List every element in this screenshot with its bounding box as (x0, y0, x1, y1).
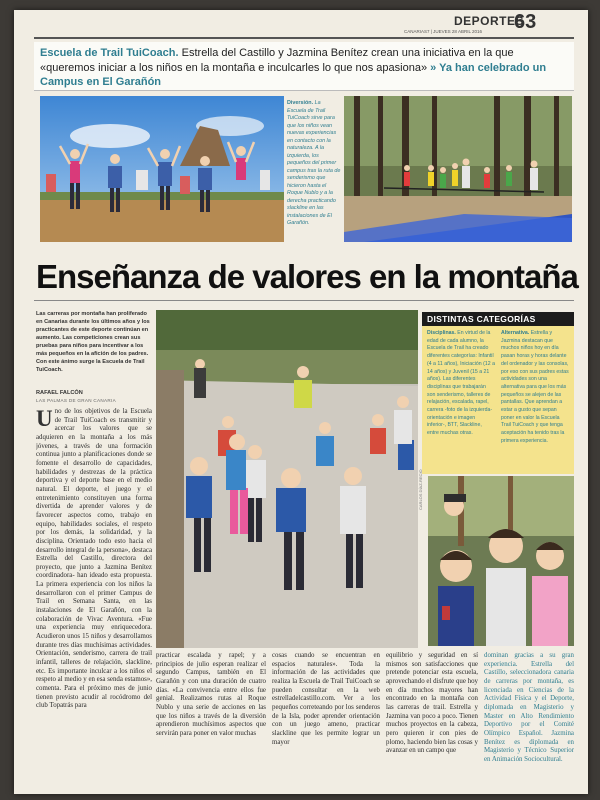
photo-kids-running (156, 310, 418, 648)
photo-kids-running-image (156, 310, 418, 648)
body-column-3 (272, 652, 380, 790)
sidebar-col-2 (501, 330, 569, 446)
byline-location: LAS PALMAS DE GRAN CANARIA (36, 398, 116, 403)
headline: Enseñanza de valores en la montaña (36, 258, 578, 295)
teaser-body: Estrella del Castillo y Jazmina Benítez crean una iniciativa en la que «queremos iniciar a los niños en la montaña e inculcarles lo que nos apasiona» (40, 47, 514, 74)
byline-author: RAFAEL FALCÓN (36, 390, 83, 396)
sidebar-col2-text: Estrella y Jazmina destacan que muchos niños hoy en día pasan horas y horas delante del ordenador y las consolas, por eso con sus padres estas actividades son una alternativa para que los más pequeños se alejen de las pantallas. Que aprendan a estar a gusto que sepan poner en valor la Escuela Trail TuiCoach y que tenga aceptación ha tenido tras la primera experiencia. (501, 330, 569, 444)
photo-kids-closeup (428, 476, 574, 646)
page-number: 63 (514, 11, 537, 33)
caption-top-text: La Escuela de Trail TuiCoach sirve para que los niños vean nuevas experiencias en contacto con la naturaleza. A la izquierda, los pequeños del primer campus tras la ruta de senderismo que hicieron hasta el Roque Nublo y a la derecha practicando slackline en las instalaciones de El Garañón. (287, 100, 341, 226)
photo-kids-closeup-image (428, 476, 574, 646)
body-column-5 (484, 652, 574, 790)
body-col3-text: cosas cuando se encuentran en espacios naturales». Toda la información de las actividades que realiza la Escuela de Trail TuiCoach se pueden consultar en la web estrelladelcastillo.com. Ver a los pequeños correteando por los senderos de la Isla, poder aprender orientación con un juego ameno, practicar slackline que les permite lograr un mayor (272, 652, 380, 746)
caption-top-label: Diversión. (287, 100, 314, 106)
teaser-text (40, 46, 570, 90)
body-column-4 (386, 652, 478, 790)
body-col1-text: no de los objetivos de la Escuela de Trail TuiCoach es transmitir y acercar los valores que se adquieren en la montaña a los más jóvenes, a través de una formación continua junto a planificaciones donde se fomente el desarrollo de capacidades, habilidades y destrezas de la práctica deportiva y el deporte base en el medio natural. El deporte, el juego y el entretenimiento constituyen una forma divertida de aprender valores y de favorecer aspectos como, trabajo en equipo, habilidades sociales, el respeto por los demás, la solidaridad, y la disciplina. Orientado todo esto hacia el desarrollo integral de la persona», destaca Estrella del Castillo, directora del proyecto, que junto a Jazmina Benítez coordinadora- han ideado esta propuesta. La primera experiencia con los niños la desarrollaron con el primer Campus de Trail en Semana Santa, en las instalaciones de El Garañón, con la colaboración de Vivac Aventura. «Fue una experiencia muy enriquecedora. Acudieron unos 15 niños y desarrollamos durante tres días muchísimas actividades. Orientación, senderismo, carrera de trail infantil, talleres de relajación, slackline, etc. Es importante inculcar a los niños el respeto al medio y en esa senda estamos», comenta. Para el próximo mes de junio tienen previsto acudir al rocódromo del club Topatrás para (36, 408, 152, 710)
sidebar-col-1 (427, 330, 495, 438)
lead-paragraph: Las carreras por montaña han proliferado en Canarias durante los últimos años y los practicantes de este deporte continúan en aumento. Las competiciones crean sus pruebas para niños para incentivar a los más pequeños en la afición de los padres. Con este ánimo surge la Escuela de Trail TuiCoach. (36, 311, 150, 373)
sidebar-col2-label: Alternativa. (501, 330, 530, 336)
header-rule (34, 37, 574, 39)
drop-cap: U (36, 408, 53, 431)
body-column-2 (156, 652, 266, 790)
newspaper-page (14, 10, 588, 794)
body-col4-text: equilibrio y seguridad en sí mismos son satisfacciones que pretende potenciar esta escuela, aprovechando el disfrute que hoy en día muchos mayores han encontrado en la montaña con las carreras de trail. Estrella y Jazmina van poco a poco. Tienen muchos proyectos en la cabeza, pero quieren ir con pies de plomo, haciendo bien las cosas y avanzar en un campo que (386, 652, 478, 755)
sidebar-col1-text: En virtud de la edad de cada alumno, la Escuela de Trail ha creado diferentes categorías: Infantil (4 a 11 años), Iniciación (12 a 14 años) y Juvenil (15 a 21 años). Las diferentes disciplinas que trabajarán son senderismo, talleres de relajación, escalada, rapel, carrera -foto de la izquierda- orientación e imagen inferior-, BTT, Slackline, entre muchas otras. (427, 330, 495, 437)
photo-caption-top (287, 100, 341, 228)
sidebar-title: DISTINTAS CATEGORÍAS (422, 312, 574, 326)
date-line: CANARIAS7 | JUEVES 28 ABRIL 2016 (404, 29, 483, 34)
teaser-highlight: Escuela de Trail TuiCoach. (40, 47, 179, 59)
photo-kids-jumping (40, 96, 284, 242)
section-name: DEPORTES (454, 14, 525, 28)
photo-credit: CARLOS DÍAZ-RECIO (418, 469, 423, 510)
body-col5-text: dominan gracias a su gran experiencia. Estrella del Castillo, seleccionadora canaria de carreras por montaña, es licenciada en Ciencias de la Actividad Física y el Deporte, diplomada en Magisterio y Master en Alto Rendimiento Deportivo por el Comité Olímpico Español. Jazmina Benítez es diplomada en Magisterio y Técnico Superior en Animación Sociocultural. (484, 652, 574, 763)
body-column-1 (36, 408, 152, 792)
photo-slackline-forest-image (344, 96, 572, 242)
headline-rule (34, 300, 574, 301)
sidebar-box (422, 312, 574, 474)
sidebar-col1-label: Disciplinas. (427, 330, 456, 336)
photo-slackline-forest (344, 96, 572, 242)
teaser-more: » Ya han celebrado un Campus en El Garañón (40, 61, 547, 88)
body-col2-text: practicar escalada y rapel; y a principios de julio esperan realizar el segundo Campus, también en El Garañón y con una duración de cuatro días. «La convivencia entre ellos fue genial. Realizamos rutas al Roque Nublo y una serie de acciones en las que los niños a través de la diversión aprendieron muchísimos aspectos que servirán para poner en valor muchas (156, 652, 266, 737)
teaser-box (34, 42, 574, 91)
photo-kids-jumping-image (40, 96, 284, 242)
